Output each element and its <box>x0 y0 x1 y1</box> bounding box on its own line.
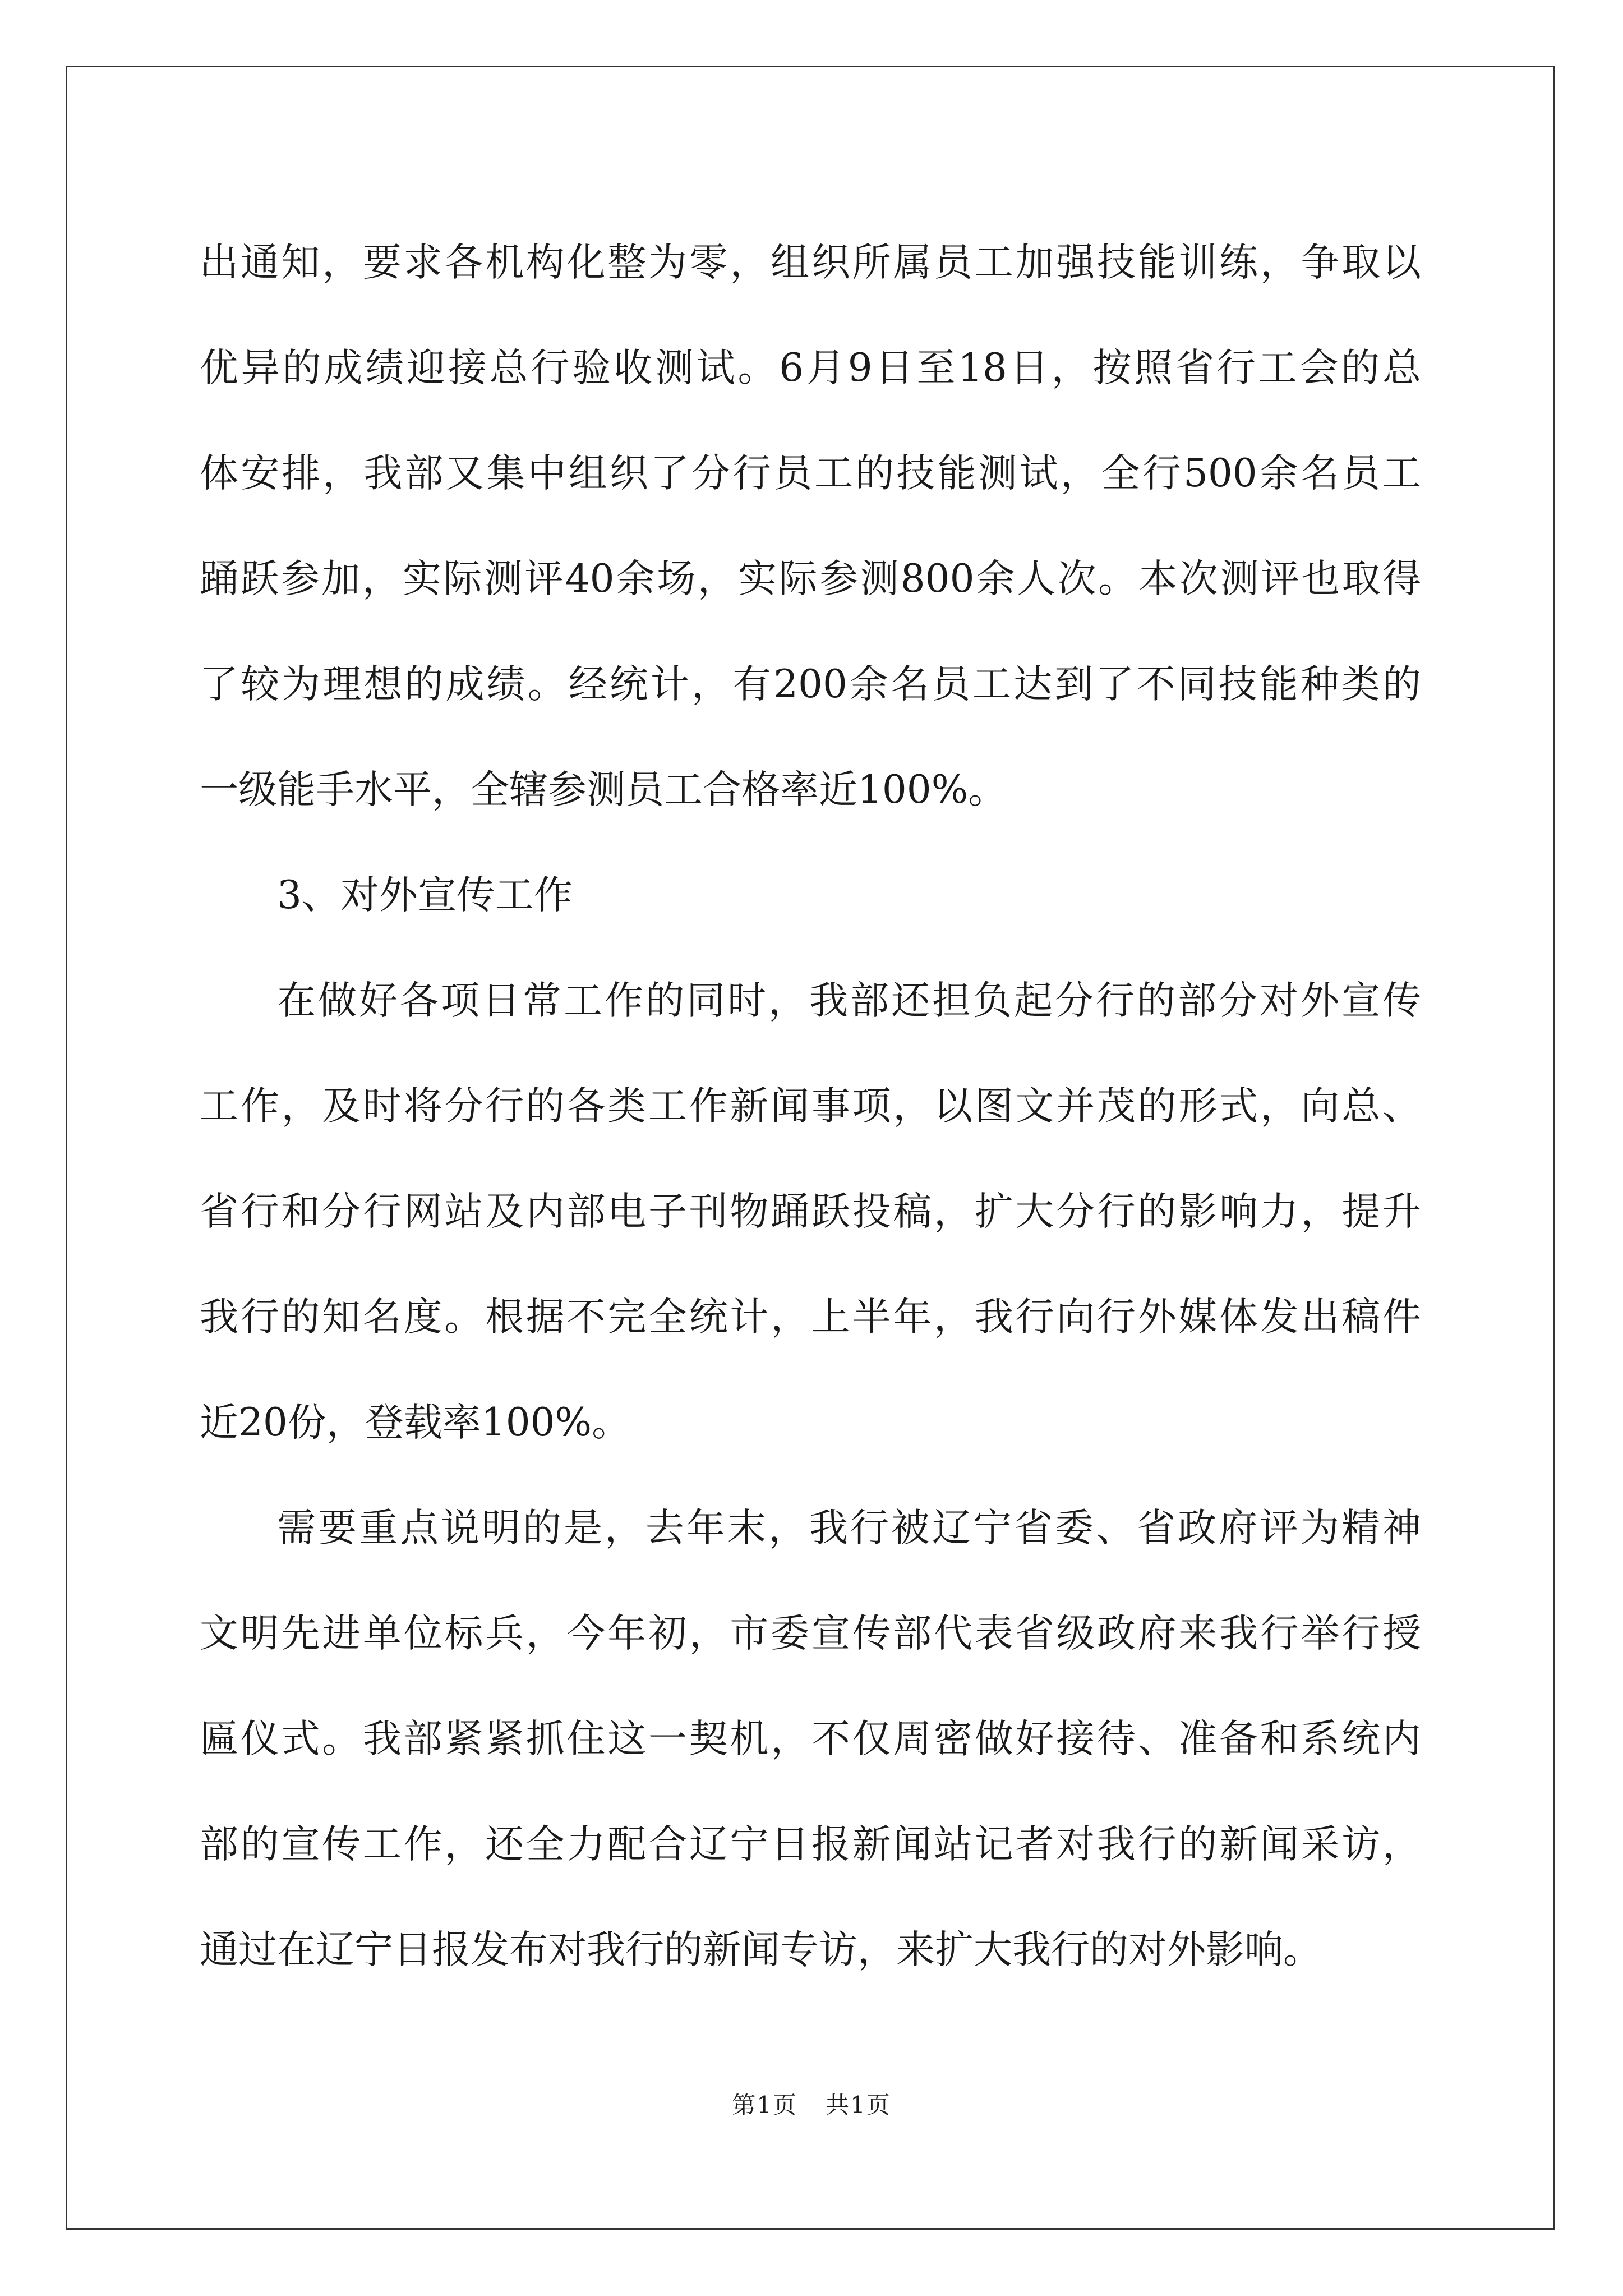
text-line: 近20份，登载率100%。 <box>200 1400 631 1445</box>
text-line: 一级能手水平，全辖参测员工合格率近100%。 <box>200 767 1007 812</box>
text-line: 体安排，我部又集中组织了分行员工的技能测试，全行500余名员工 <box>200 451 1421 496</box>
text-line: 匾仪式。我部紧紧抓住这一契机，不仅周密做好接待、准备和系统内 <box>200 1717 1421 1761</box>
text-line: 出通知，要求各机构化整为零，组织所属员工加强技能训练，争取以 <box>200 240 1421 285</box>
text-line: 省行和分行网站及内部电子刊物踊跃投稿，扩大分行的影响力，提升 <box>200 1189 1421 1234</box>
text-line: 文明先进单位标兵，今年初，市委宣传部代表省级政府来我行举行授 <box>200 1611 1421 1656</box>
document-body <box>200 210 1421 2003</box>
text-line: 我行的知名度。根据不完全统计，上半年，我行向行外媒体发出稿件 <box>200 1295 1421 1340</box>
text-line: 了较为理想的成绩。经统计，有200余名员工达到了不同技能种类的 <box>200 662 1421 707</box>
paragraph-3 <box>200 1475 1421 2003</box>
text-line: 通过在辽宁日报发布对我行的新闻专访，来扩大我行的对外影响。 <box>200 1927 1322 1972</box>
text-line: 踊跃参加，实际测评40余场，实际参测800余人次。本次测评也取得 <box>200 556 1421 601</box>
paragraph-1 <box>200 210 1421 843</box>
page-number: 第1页 <box>732 2091 797 2119</box>
text-line: 工作，及时将分行的各类工作新闻事项，以图文并茂的形式，向总、 <box>200 1084 1421 1129</box>
page-total: 共1页 <box>826 2091 891 2119</box>
text-line: 在做好各项日常工作的同时，我部还担负起分行的部分对外宣传 <box>277 978 1421 1023</box>
text-line: 需要重点说明的是，去年末，我行被辽宁省委、省政府评为精神 <box>277 1506 1421 1550</box>
text-line: 优异的成绩迎接总行验收测试。6月9日至18日，按照省行工会的总 <box>200 346 1421 390</box>
page-footer <box>0 2087 1623 2120</box>
section-heading: 3、对外宣传工作 <box>277 873 573 918</box>
paragraph-2 <box>200 948 1421 1475</box>
text-line: 部的宣传工作，还全力配合辽宁日报新闻站记者对我行的新闻采访， <box>200 1822 1421 1867</box>
